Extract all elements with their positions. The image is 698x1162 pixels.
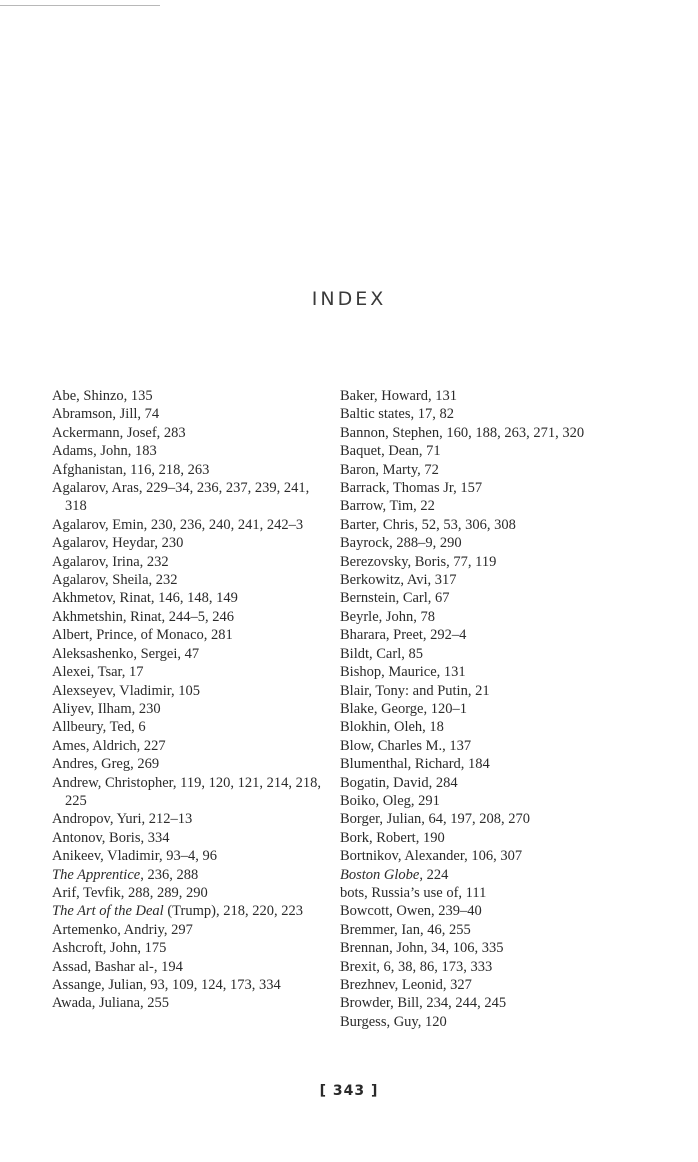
index-entry [52,626,327,644]
index-entry [340,921,630,939]
index-entry [340,424,630,442]
index-entry [52,608,327,626]
index-entry [52,645,327,663]
index-entry-text: Blow, Charles M., 137 [340,737,472,754]
index-entry-text: , 236, 288 [140,866,199,883]
index-entry-text: Bayrock, 288–9, 290 [340,535,462,552]
index-entry-text: Andrew, Christopher, 119, 120, 121, 214, 218, 225 [52,774,321,809]
index-entry [340,994,630,1012]
index-entry-text: Baltic states, 17, 82 [340,406,454,423]
index-entry-text: Abe, Shinzo, 135 [52,388,153,404]
index-entry-text: Barter, Chris, 52, 53, 306, 308 [340,516,516,533]
index-entry-text: Bremmer, Ian, 46, 255 [340,921,471,938]
index-entry-title-italic: The Art of the Deal [52,903,164,920]
index-entry [52,516,327,534]
index-entry [340,810,630,828]
index-entry-text: Baquet, Dean, 71 [340,443,441,460]
index-entry-text: Browder, Bill, 234, 244, 245 [340,995,507,1012]
index-entry-text: Agalarov, Sheila, 232 [52,572,178,589]
index-entry [340,608,630,626]
index-entry-text: Barrack, Thomas Jr, 157 [340,480,483,497]
index-entry [340,387,630,405]
index-entry [340,1013,630,1031]
index-entry-title-italic: The Apprentice [52,866,141,883]
index-entry [340,682,630,700]
index-entry-text: Barrow, Tim, 22 [340,498,435,515]
index-entry-text: Bharara, Preet, 292–4 [340,627,467,644]
index-entry-title-italic: Boston Globe [340,866,420,883]
index-entry-text: Agalarov, Emin, 230, 236, 240, 241, 242–3 [52,516,304,533]
index-entry [340,774,630,792]
index-entry [340,737,630,755]
index-entry-text: Berezovsky, Boris, 77, 119 [340,553,497,570]
index-entry [340,718,630,736]
index-entry [52,682,327,700]
index-entry-text: Assad, Bashar al-, 194 [52,958,183,975]
index-column-right [340,387,630,1031]
index-entry-text: Agalarov, Aras, 229–34, 236, 237, 239, 241, 318 [52,480,310,515]
index-entry-text: Abramson, Jill, 74 [52,406,160,423]
index-entry-text: , 224 [419,866,449,883]
index-entry-text: Brexit, 6, 38, 86, 173, 333 [340,958,493,975]
index-entry-text: Bogatin, David, 284 [340,774,458,791]
index-entry [52,994,327,1012]
index-entry [52,810,327,828]
index-entry [52,884,327,902]
index-entry-text: Ames, Aldrich, 227 [52,737,166,754]
index-entry [340,645,630,663]
index-entry-text: Arif, Tevfik, 288, 289, 290 [52,884,208,901]
index-entry-text: Assange, Julian, 93, 109, 124, 173, 334 [52,977,281,993]
index-entry [340,516,630,534]
index-entry-text: Bildt, Carl, 85 [340,645,423,662]
index-entry [340,792,630,810]
index-entry-text: Blokhin, Oleh, 18 [340,719,444,736]
index-entry-text: Blake, George, 120–1 [340,700,467,717]
index-entry-text: Alexei, Tsar, 17 [52,664,144,681]
index-entry [52,387,327,405]
index-entry-text: Antonov, Boris, 334 [52,829,170,846]
index-entry-text: Awada, Juliana, 255 [52,995,170,1012]
index-entry [340,534,630,552]
index-entry-text: Baron, Marty, 72 [340,461,439,478]
index-entry [52,700,327,718]
index-entry-text: Agalarov, Irina, 232 [52,553,169,570]
index-entry [52,755,327,773]
index-entry-text: Akhmetov, Rinat, 146, 148, 149 [52,590,238,607]
index-entry [340,442,630,460]
index-entry-text: Agalarov, Heydar, 230 [52,535,184,552]
index-entry-text: Bernstein, Carl, 67 [340,590,450,607]
index-entry-text: Bork, Robert, 190 [340,829,445,846]
index-entry-text: Andres, Greg, 269 [52,756,160,773]
index-entry-text: Afghanistan, 116, 218, 263 [52,461,210,478]
page-title: INDEX [311,288,387,310]
index-entry [340,479,630,497]
index-entry-text: Artemenko, Andriy, 297 [52,921,193,938]
index-entry-text: Beyrle, John, 78 [340,608,436,625]
index-entry-text: Aliyev, Ilham, 230 [52,700,161,717]
top-rule [0,5,160,6]
index-entry-text: bots, Russia’s use of, 111 [340,884,487,901]
index-entry [340,571,630,589]
index-entry-text: Albert, Prince, of Monaco, 281 [52,627,233,644]
index-entry-text: Berkowitz, Avi, 317 [340,572,457,589]
index-entry-text: Bortnikov, Alexander, 106, 307 [340,848,523,865]
index-entry-text: Bishop, Maurice, 131 [340,664,466,681]
index-entry [340,405,630,423]
index-entry-text: Blumenthal, Richard, 184 [340,756,490,773]
index-entry [340,958,630,976]
index-entry [340,589,630,607]
index-entry-text: Andropov, Yuri, 212–13 [52,811,193,828]
index-entry [340,663,630,681]
index-entry-text: Brezhnev, Leonid, 327 [340,977,472,993]
index-entry [340,829,630,847]
index-entry-text: Anikeev, Vladimir, 93–4, 96 [52,848,217,865]
index-entry [52,571,327,589]
index-entry [52,424,327,442]
index-entry [52,921,327,939]
index-entry [340,497,630,515]
index-entry [52,958,327,976]
index-entry [52,939,327,957]
index-entry [52,718,327,736]
index-entry [52,405,327,423]
index-entry [340,902,630,920]
index-entry-text: Aleksashenko, Sergei, 47 [52,645,200,662]
index-entry [340,755,630,773]
index-entry [340,700,630,718]
page-number: [ 343 ] [319,1083,379,1099]
index-entry-text: Ackermann, Josef, 283 [52,424,186,441]
index-entry [340,847,630,865]
index-entry-text: Baker, Howard, 131 [340,388,457,404]
index-entry [340,884,630,902]
index-entry-text: Adams, John, 183 [52,443,157,460]
index-entry [340,553,630,571]
index-entry [52,774,327,811]
index-entry-text: Ashcroft, John, 175 [52,940,167,957]
index-entry [52,902,327,920]
index-entry [52,553,327,571]
index-entry-text: Akhmetshin, Rinat, 244–5, 246 [52,608,235,625]
index-column-left [52,387,327,1013]
index-entry-text: Blair, Tony: and Putin, 21 [340,682,490,699]
index-entry [340,461,630,479]
index-entry-text: Borger, Julian, 64, 197, 208, 270 [340,811,531,828]
index-entry [340,626,630,644]
index-entry-text: Allbeury, Ted, 6 [52,719,146,736]
index-entry [52,479,327,516]
index-entry [52,442,327,460]
index-entry-text: (Trump), 218, 220, 223 [163,903,303,920]
index-entry [52,847,327,865]
index-entry-text: Burgess, Guy, 120 [340,1013,447,1030]
index-entry-text: Bannon, Stephen, 160, 188, 263, 271, 320 [340,424,585,441]
index-entry-text: Boiko, Oleg, 291 [340,792,440,809]
index-entry [52,829,327,847]
index-entry [52,461,327,479]
index-entry [52,589,327,607]
index-entry [52,737,327,755]
index-entry-text: Alexseyev, Vladimir, 105 [52,682,201,699]
index-entry-text: Bowcott, Owen, 239–40 [340,903,482,920]
index-entry [340,939,630,957]
index-entry [340,976,630,994]
index-entry [52,534,327,552]
index-entry [340,866,630,884]
index-entry-text: Brennan, John, 34, 106, 335 [340,940,504,957]
index-entry [52,976,327,994]
index-entry [52,866,327,884]
index-entry [52,663,327,681]
